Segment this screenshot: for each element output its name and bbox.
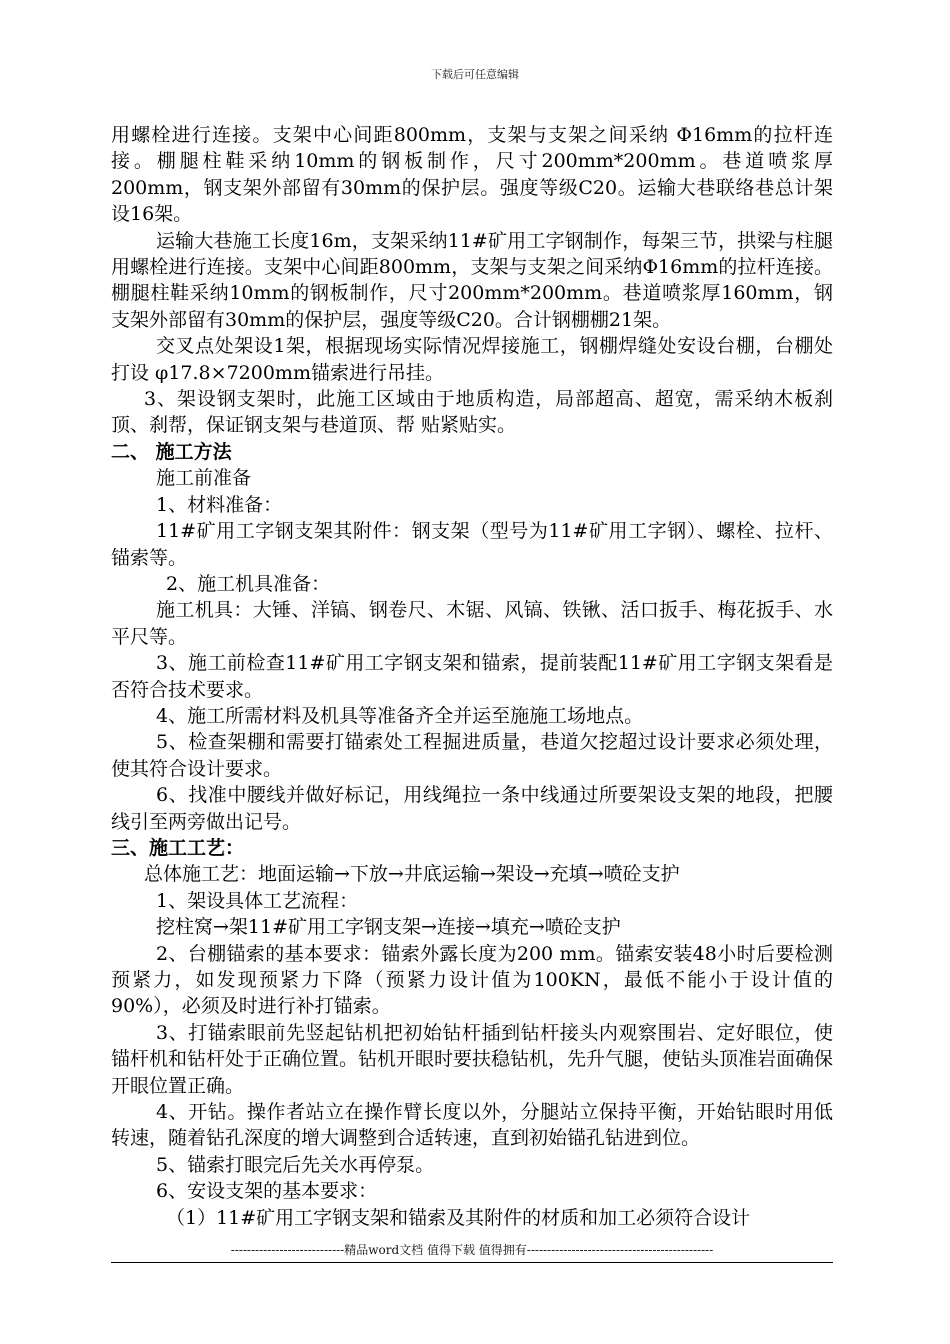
paragraph: 3、架设钢支架时，此施工区域由于地质构造，局部超高、超宽，需采纳木板刹顶、刹帮，保证钢支架与巷道顶、帮 贴紧贴实。 (111, 388, 833, 437)
paragraph: 施工前准备 (156, 467, 252, 490)
footer-divider (111, 1262, 833, 1263)
paragraph: 交叉点处架设1架，根据现场实际情况焊接施工，钢棚焊缝处安设台棚，台棚处打设 φ17.8×7200mm锚索进行吊挂。 (111, 335, 833, 384)
paragraph: 施工机具：大锤、洋镐、钢卷尺、木锯、风镐、铁锹、活口扳手、梅花扳手、水平尺等。 (111, 599, 833, 648)
paragraph: 1、架设具体工艺流程： (156, 889, 359, 912)
paragraph: 11#矿用工字钢支架其附件：钢支架（型号为11#矿用工字钢）、螺栓、拉杆、锚索等。 (111, 520, 833, 569)
paragraph: 6、安设支架的基本要求： (156, 1180, 378, 1203)
paragraph: 2、台棚锚索的基本要求：锚索外露长度为200 mm。锚索安装48小时后要检测预紧力，如发现预紧力下降（预紧力设计值为100KN，最低不能小于设计值的90%），必须及时进行补打锚索。 (111, 942, 833, 1018)
paragraph: 4、施工所需材料及机具等准备齐全并运至施施工场地点。 (156, 704, 644, 727)
paragraph: 5、锚索打眼完后先关水再停泵。 (156, 1153, 435, 1176)
paragraph: 2、施工机具准备： (166, 572, 331, 595)
document-body (111, 122, 833, 1231)
paragraph: 1、材料准备： (156, 493, 283, 516)
paragraph: 用螺栓进行连接。支架中心间距800mm，支架与支架之间采纳 Φ16mm的拉杆连接。棚腿柱鞋采纳10mm的钢板制作，尺寸200mm*200mm。巷道喷浆厚200mm，钢支架外部留有30mm的保护层。强度等级C20。运输大巷联络巷总计架设16架。 (111, 124, 833, 226)
paragraph: 3、施工前检查11#矿用工字钢支架和锚索，提前装配11#矿用工字钢支架看是否符合技术要求。 (111, 652, 833, 701)
paragraph: 总体施工艺：地面运输→下放→井底运输→架设→充填→喷砼支护 (144, 863, 680, 886)
paragraph: 运输大巷施工长度16m，支架采纳11#矿用工字钢制作，每架三节，拱梁与柱腿用螺栓进行连接。支架中心间距800mm，支架与支架之间采纳Φ16mm的拉杆连接。棚腿柱鞋采纳10mm的钢板制作，尺寸200mm*200mm。巷道喷浆厚160mm，钢支架外部留有30mm的保护层，强度等级C20。合计钢棚棚21架。 (111, 229, 833, 331)
paragraph: 5、检查架棚和需要打锚索处工程掘进质量，巷道欠挖超过设计要求必须处理，使其符合设计要求。 (111, 731, 833, 780)
page-footer: ----------------------------精品word文档 值得下载 值得拥有---------------------------------------------- (230, 1243, 714, 1257)
paragraph: 3、打锚索眼前先竖起钻机把初始钻杆插到钻杆接头内观察围岩、定好眼位，使锚杆机和钻杆处于正确位置。钻机开眼时要扶稳钻机，先升气腿，使钻头顶准岩面确保开眼位置正确。 (111, 1021, 834, 1097)
section-heading: 三、施工工艺： (111, 836, 245, 859)
paragraph: 挖柱窝→架11#矿用工字钢支架→连接→填充→喷砼支护 (156, 916, 621, 939)
paragraph: 4、开钻。操作者站立在操作臂长度以外，分腿站立保持平衡，开始钻眼时用低转速，随着钻孔深度的增大调整到合适转速，直到初始锚孔钻进到位。 (111, 1101, 833, 1150)
section-heading: 二、 施工方法 (111, 440, 232, 463)
page-header: 下载后可任意编辑 (431, 68, 519, 81)
paragraph: 6、找准中腰线并做好标记，用线绳拉一条中线通过所要架设支架的地段，把腰线引至两旁做出记号。 (111, 784, 833, 833)
paragraph: （1）11#矿用工字钢支架和锚索及其附件的材质和加工必须符合设计 (166, 1206, 751, 1229)
